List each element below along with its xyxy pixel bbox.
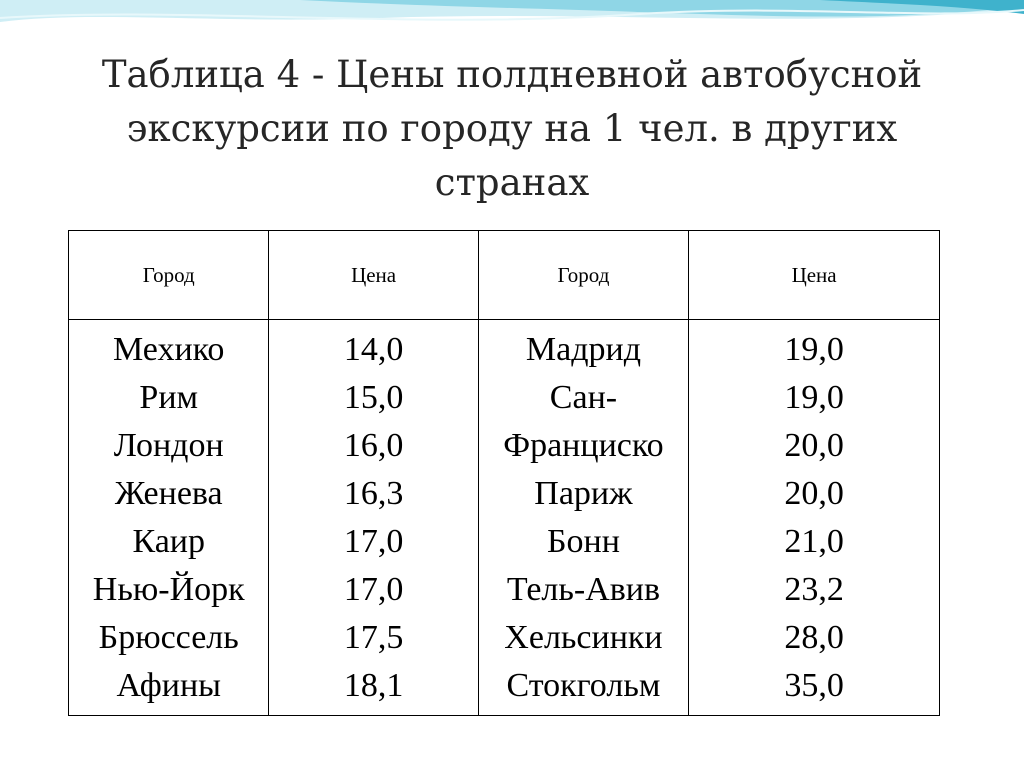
header-city-2: Город xyxy=(478,231,688,320)
price-cell: 17,0 xyxy=(343,571,404,608)
city-cell: Рим xyxy=(139,379,199,416)
price-cell: 16,0 xyxy=(343,427,404,464)
header-city-1: Город xyxy=(69,231,269,320)
title-line-1: Таблица 4 - Цены полдневной автобусной xyxy=(101,53,923,96)
slide-title xyxy=(40,48,984,210)
price-cell: 23,2 xyxy=(784,571,844,608)
prices-column-2 xyxy=(689,320,940,716)
price-cell: 35,0 xyxy=(784,667,844,704)
price-cell: 17,0 xyxy=(343,523,404,560)
city-cell: Брюссель xyxy=(98,619,239,656)
price-cell: 16,3 xyxy=(343,475,404,512)
city-cell: Каир xyxy=(132,523,205,560)
city-cell: Нью-Йорк xyxy=(92,571,245,608)
city-cell: Мадрид xyxy=(525,331,642,368)
city-cell: Женева xyxy=(114,475,223,512)
price-cell: 19,0 xyxy=(784,379,844,416)
city-cell: Париж xyxy=(534,475,633,512)
title-line-2: экскурсии по городу на 1 чел. в других xyxy=(126,107,898,150)
city-cell: Лондон xyxy=(113,427,224,464)
price-cell: 17,5 xyxy=(343,619,404,656)
price-cell: 14,0 xyxy=(343,331,404,368)
city-cell: Тель-Авив xyxy=(506,571,661,608)
price-cell: 18,1 xyxy=(343,667,404,704)
price-cell: 28,0 xyxy=(784,619,844,656)
city-cell: Стокгольм xyxy=(506,667,661,704)
header-price-2: Цена xyxy=(689,231,940,320)
table-body-row xyxy=(69,320,940,716)
header-price-1: Цена xyxy=(269,231,478,320)
cities-column-1 xyxy=(69,320,269,716)
title-line-3: странах xyxy=(434,161,590,204)
price-cell: 21,0 xyxy=(784,523,844,560)
prices-table xyxy=(68,230,940,716)
price-cell: 19,0 xyxy=(784,331,844,368)
table-header-row xyxy=(69,231,940,320)
city-cell: Хельсинки xyxy=(504,619,663,656)
prices-column-1 xyxy=(269,320,478,716)
price-cell: 20,0 xyxy=(784,475,844,512)
price-cell: 15,0 xyxy=(343,379,404,416)
city-cell: Бонн xyxy=(546,523,620,560)
city-cell: Мехико xyxy=(113,331,225,368)
city-cell: Сан- xyxy=(549,379,618,416)
cities-column-2 xyxy=(478,320,688,716)
price-cell: 20,0 xyxy=(784,427,844,464)
city-cell: Афины xyxy=(116,667,221,704)
city-cell: Франциско xyxy=(503,427,664,464)
